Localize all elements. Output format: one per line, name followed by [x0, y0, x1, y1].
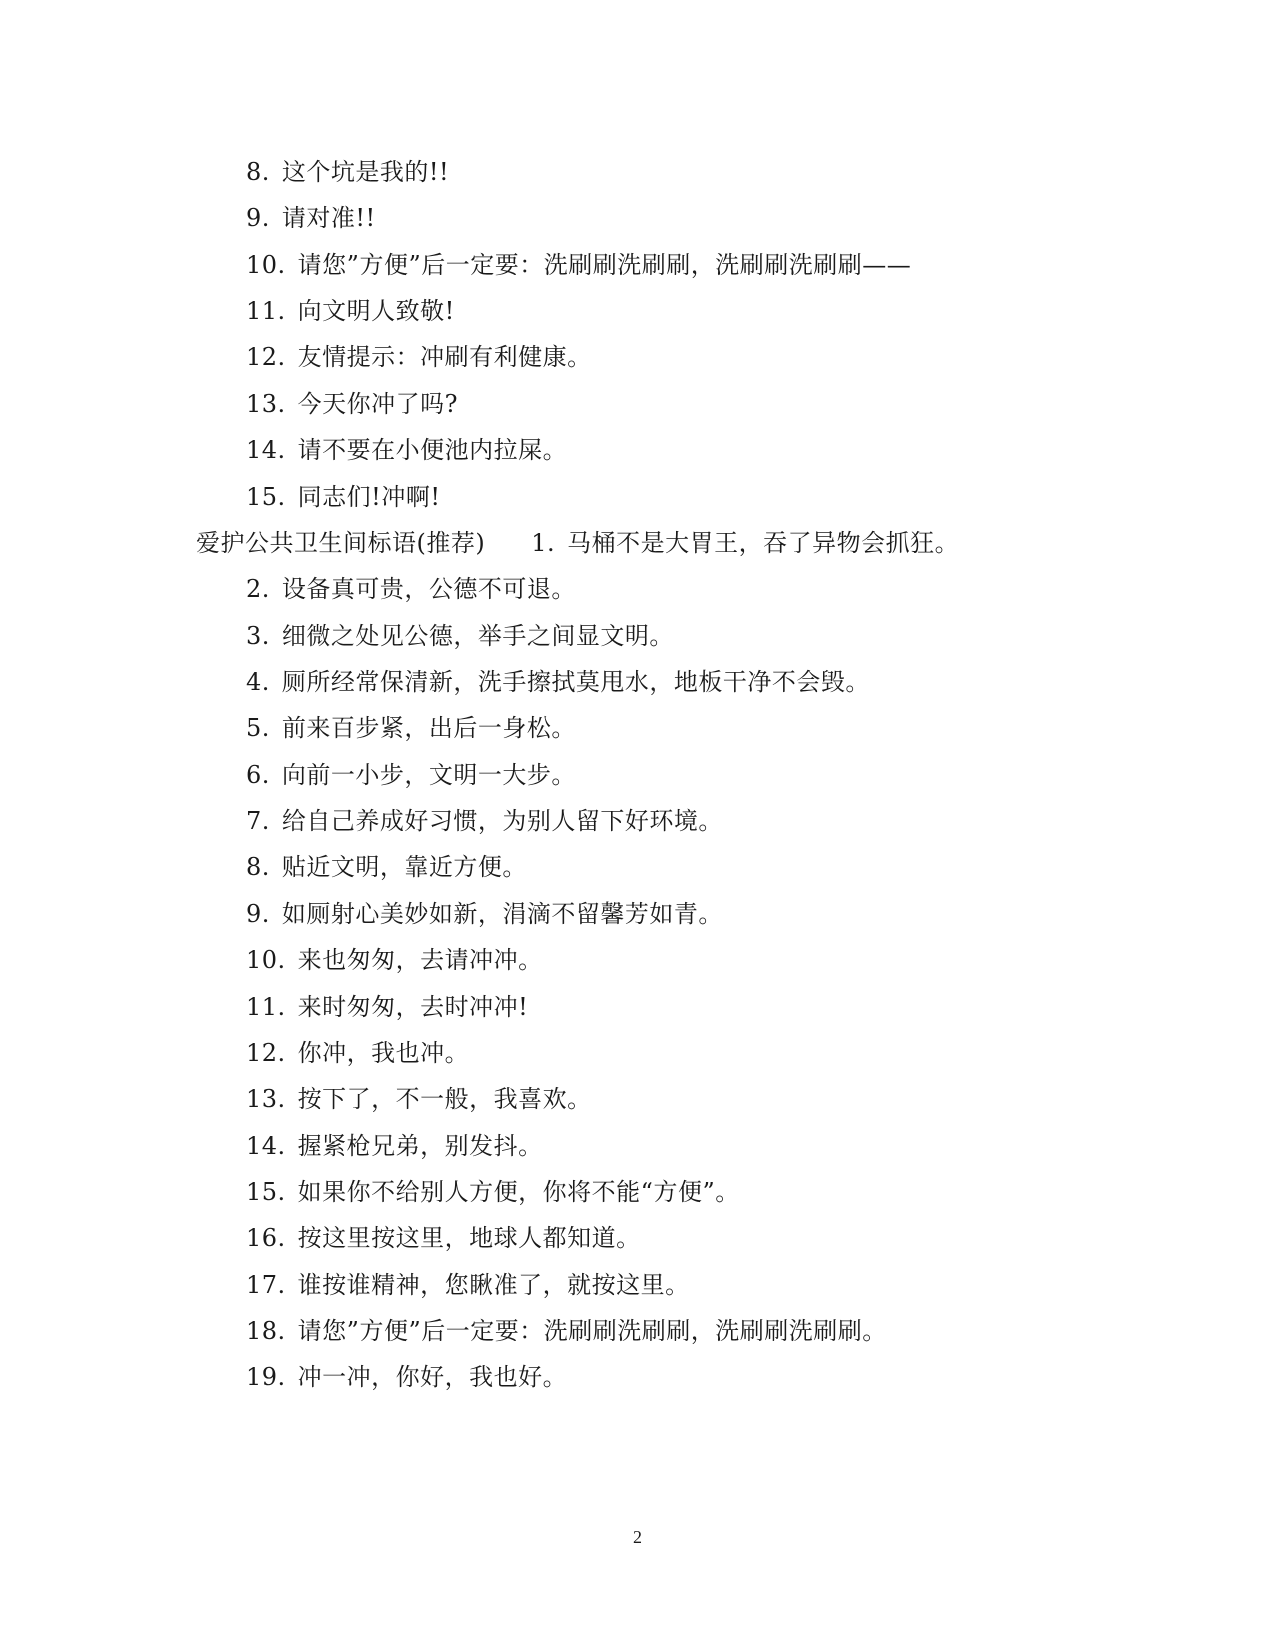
item-number: 6. — [246, 761, 270, 789]
item-number: 12. — [246, 343, 286, 371]
list-item — [246, 1270, 690, 1300]
item-text: 如果你不给别人方便，你将不能“方便”。 — [297, 1178, 740, 1206]
list-item — [246, 713, 576, 743]
item-text: 谁按谁精神，您瞅准了，就按这里。 — [297, 1271, 690, 1299]
item-text: 来也匆匆，去请冲冲。 — [297, 946, 543, 974]
item-number: 8. — [246, 158, 270, 186]
list-item — [246, 852, 527, 882]
item-number: 10. — [246, 946, 286, 974]
item-number: 13. — [246, 1085, 286, 1113]
item-text: 你冲，我也冲。 — [297, 1039, 470, 1067]
item-text: 前来百步紧，出后一身松。 — [281, 714, 576, 742]
list-item — [246, 574, 576, 604]
item-number: 8. — [246, 853, 270, 881]
item-number: 10. — [246, 251, 286, 279]
item-text: 细微之处见公德，举手之间显文明。 — [281, 622, 674, 650]
section-heading-line — [196, 528, 959, 558]
item-text: 给自己养成好习惯，为别人留下好环境。 — [281, 807, 723, 835]
item-text: 友情提示：冲刷有利健康。 — [297, 343, 592, 371]
list-item — [246, 806, 723, 836]
item-number: 11. — [246, 993, 286, 1021]
item-text: 设备真可贵，公德不可退。 — [281, 575, 576, 603]
list-item — [246, 1177, 740, 1207]
item-text: 请您”方便”后一定要：洗刷刷洗刷刷，洗刷刷洗刷刷。 — [297, 1317, 887, 1345]
item-text: 握紧枪兄弟，别发抖。 — [297, 1132, 543, 1160]
item-number: 5. — [246, 714, 270, 742]
item-number: 18. — [246, 1317, 286, 1345]
item-number: 17. — [246, 1271, 286, 1299]
section-heading: 爱护公共卫生间标语(推荐) — [196, 529, 486, 557]
item-text: 冲一冲，你好，我也好。 — [297, 1363, 568, 1391]
list-item — [246, 1084, 592, 1114]
item-number: 9. — [246, 204, 270, 232]
list-item — [246, 250, 911, 280]
item-number: 16. — [246, 1224, 286, 1252]
item-text: 同志们!冲啊! — [297, 483, 441, 511]
item-number: 19. — [246, 1363, 286, 1391]
item-number: 2. — [246, 575, 270, 603]
item-number: 11. — [246, 297, 286, 325]
item-text: 请对准!! — [281, 204, 376, 232]
list-item — [246, 1316, 887, 1346]
list-item — [246, 760, 576, 790]
item-text: 按这里按这里，地球人都知道。 — [297, 1224, 641, 1252]
list-item — [246, 1223, 641, 1253]
list-item — [246, 1362, 567, 1392]
item-number: 14. — [246, 436, 286, 464]
list-item — [246, 435, 567, 465]
list-item — [246, 992, 528, 1022]
item-number: 14. — [246, 1132, 286, 1160]
item-text: 贴近文明，靠近方便。 — [281, 853, 527, 881]
item-number: 13. — [246, 390, 286, 418]
list-item — [246, 203, 376, 233]
list-item — [246, 296, 455, 326]
item-number: 3. — [246, 622, 270, 650]
list-item — [246, 1038, 469, 1068]
item-number: 7. — [246, 807, 270, 835]
item-text: 厕所经常保清新，洗手擦拭莫甩水，地板干净不会毁。 — [281, 668, 870, 696]
list-item — [246, 1131, 543, 1161]
item-number: 12. — [246, 1039, 286, 1067]
list-item — [246, 482, 440, 512]
list-item — [246, 342, 592, 372]
item-number: 9. — [246, 900, 270, 928]
list-item — [246, 945, 543, 975]
item-number: 15. — [246, 483, 286, 511]
item-text: 如厕射心美妙如新，涓滴不留馨芳如青。 — [281, 900, 723, 928]
item-number: 1. — [531, 529, 556, 557]
item-text: 按下了，不一般，我喜欢。 — [297, 1085, 592, 1113]
list-item — [246, 157, 449, 187]
item-text: 这个坑是我的!! — [281, 158, 450, 186]
list-item — [246, 667, 870, 697]
item-number: 4. — [246, 668, 270, 696]
item-text: 今天你冲了吗? — [297, 390, 459, 418]
item-text: 马桶不是大胃王，吞了异物会抓狂。 — [567, 529, 960, 557]
item-text: 来时匆匆，去时冲冲! — [297, 993, 529, 1021]
list-item — [246, 389, 458, 419]
item-text: 向文明人致敬! — [297, 297, 455, 325]
item-text: 请不要在小便池内拉屎。 — [297, 436, 568, 464]
list-item — [246, 899, 723, 929]
page-number: 2 — [633, 1527, 642, 1547]
item-text: 向前一小步，文明一大步。 — [281, 761, 576, 789]
item-text: 请您”方便”后一定要：洗刷刷洗刷刷，洗刷刷洗刷刷—— — [297, 251, 912, 279]
list-item — [246, 621, 674, 651]
item-number: 15. — [246, 1178, 286, 1206]
